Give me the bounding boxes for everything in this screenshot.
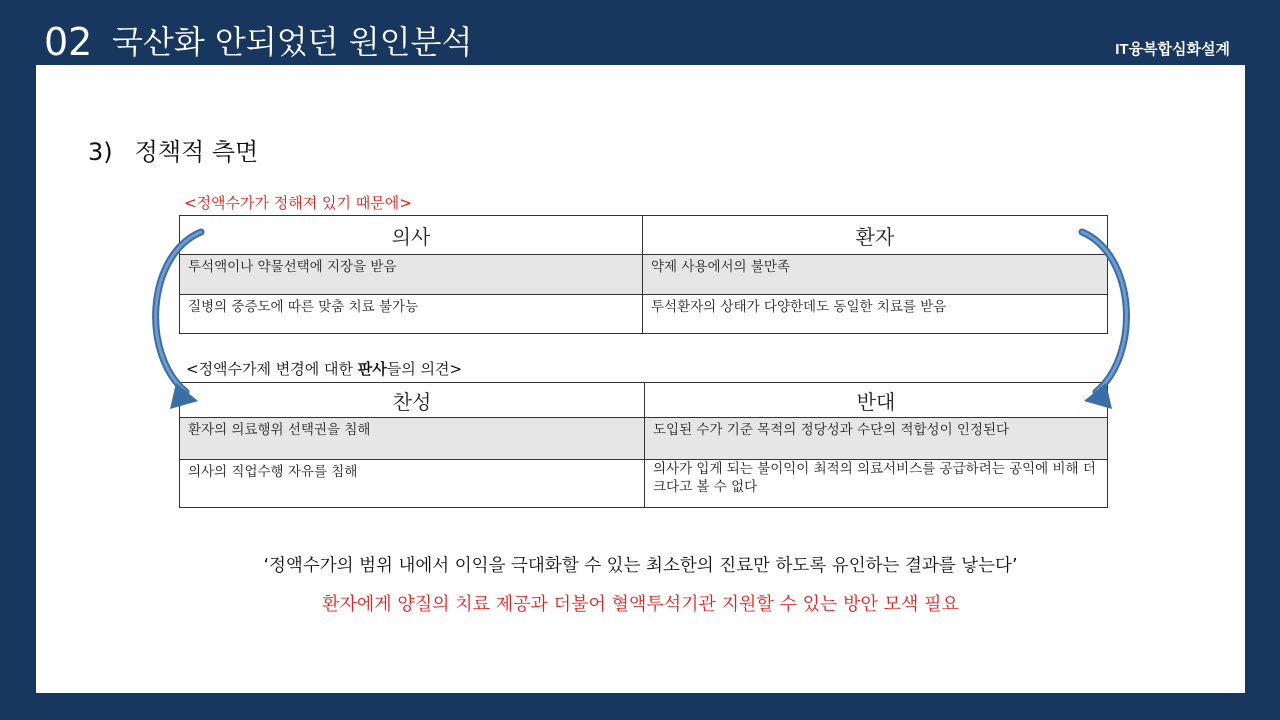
table-cell: 질병의 중증도에 따른 맞춤 치료 불가능 — [180, 295, 643, 334]
table-cell: 투석환자의 상태가 다양한데도 동일한 치료를 받음 — [643, 295, 1108, 334]
connector-arrows — [36, 65, 1245, 693]
table-cell: 약제 사용에서의 불만족 — [643, 255, 1108, 295]
section-heading-text: 정책적 측면 — [134, 138, 259, 166]
section-heading-number: 3) — [88, 138, 113, 166]
table-cell: 도입된 수가 기준 목적의 정당성과 수단의 적합성이 인정된다 — [645, 418, 1108, 460]
left-curved-arrow-icon — [156, 232, 201, 409]
column-header-doctor: 의사 — [180, 216, 643, 255]
table-cell: 환자의 의료행위 선택권을 침해 — [180, 418, 645, 460]
table-cell: 의사가 입게 되는 불이익이 최적의 의료서비스를 공급하려는 공익에 비해 더 크다고 볼 수 없다 — [645, 460, 1108, 508]
table2-caption-prefix: <정액수가제 변경에 대한 — [186, 360, 358, 378]
table2-caption-suffix: 들의 의견> — [386, 360, 463, 378]
conclusion-statement: 환자에게 양질의 치료 제공과 더불어 혈액투석기관 지원할 수 있는 방안 모색 필요 — [322, 594, 959, 615]
column-header-con: 반대 — [645, 383, 1108, 418]
column-header-pro: 찬성 — [180, 383, 645, 418]
table-cell: 투석액이나 약물선택에 지장을 받음 — [180, 255, 643, 295]
table-cell: 의사의 직업수행 자유를 침해 — [180, 460, 645, 508]
table2-caption-bold: 판사 — [357, 360, 387, 378]
course-brand: IT융복합심화설계 — [1115, 41, 1230, 58]
right-curved-arrow-icon — [1082, 232, 1126, 409]
section-number: 02 — [44, 20, 93, 64]
column-header-patient: 환자 — [643, 216, 1108, 255]
page-title: 국산화 안되었던 원인분석 — [112, 23, 473, 61]
slide-canvas — [36, 65, 1245, 693]
table1-caption: <정액수가가 정해져 있기 때문에> — [184, 194, 412, 212]
policy-quote: ‘정액수가의 범위 내에서 이익을 극대화할 수 있는 최소한의 진료만 하도록 유인하는 결과를 낳는다’ — [263, 556, 1018, 576]
